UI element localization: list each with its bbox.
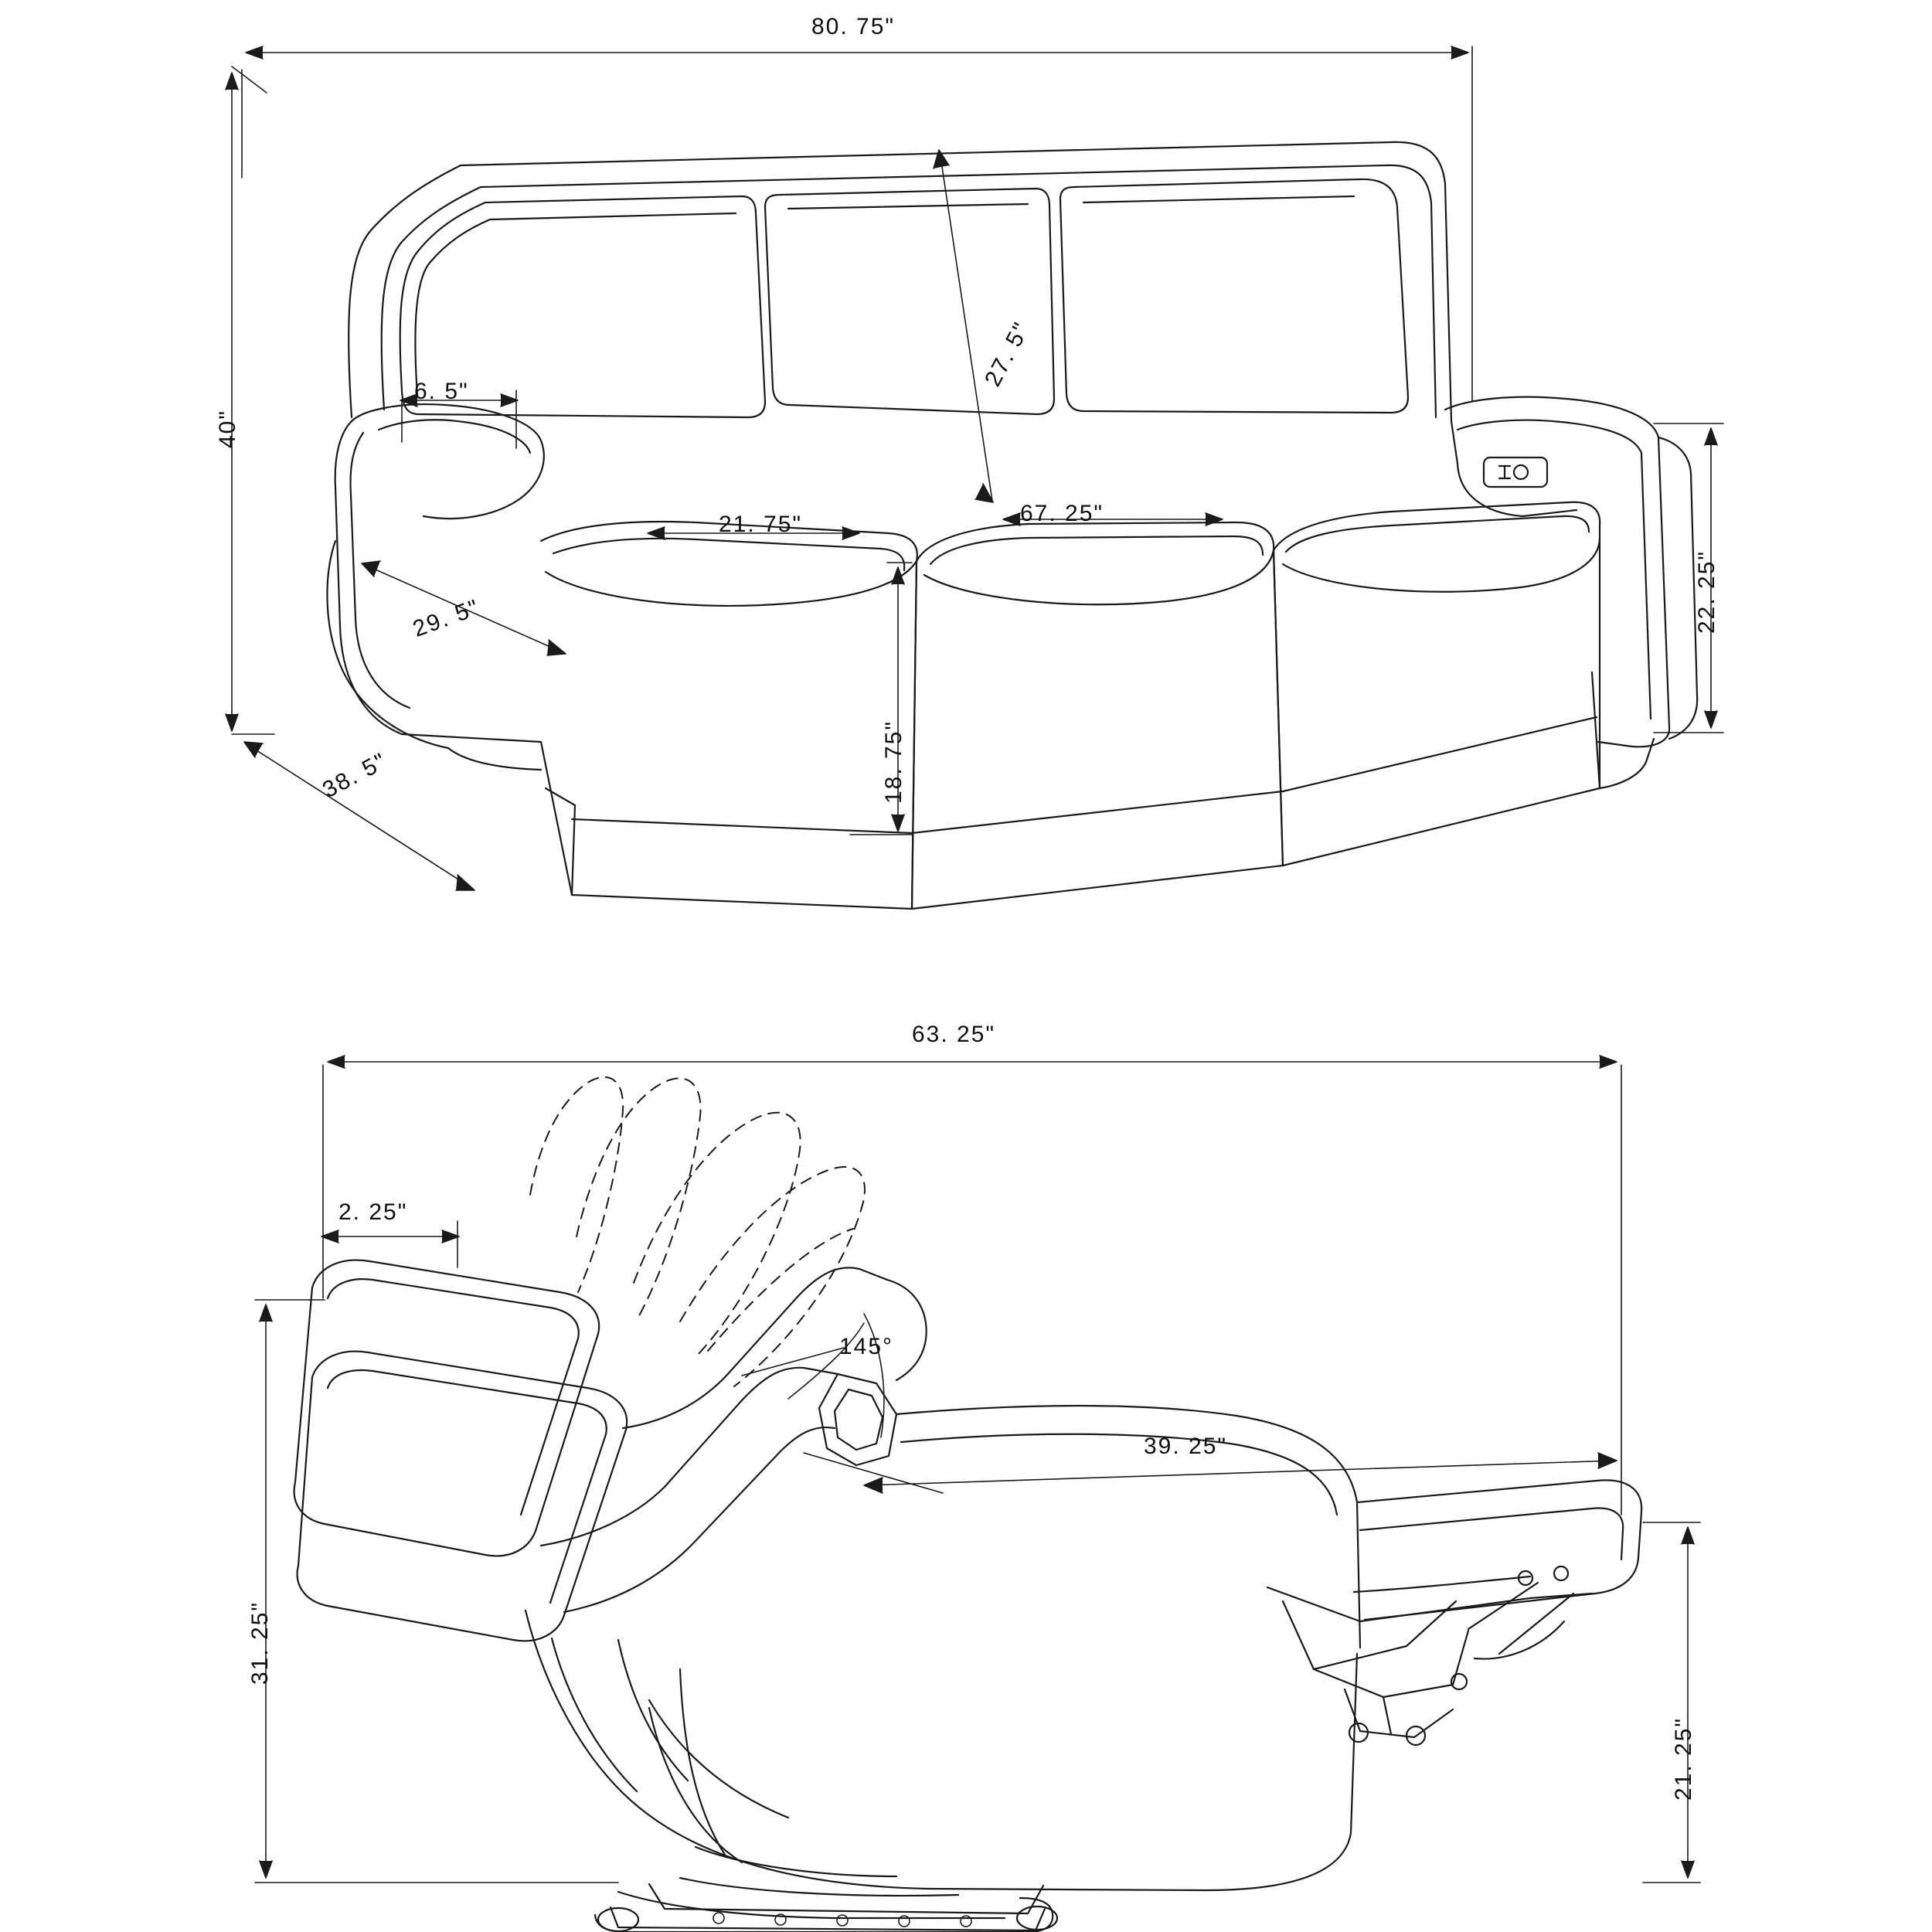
dim-overall-width: 80. 75" bbox=[811, 14, 896, 39]
dim-seat-height: 18. 75" bbox=[881, 719, 906, 804]
dim-arm-height: 22. 25" bbox=[1694, 549, 1719, 634]
dim-reclined-height: 31. 25" bbox=[247, 1600, 273, 1685]
dim-diagonal-depth: 29. 5" bbox=[410, 594, 484, 643]
dim-back-clearance: 2. 25" bbox=[338, 1199, 408, 1225]
dim-recline-angle: 145° bbox=[839, 1334, 894, 1359]
dim-seat-width: 67. 25" bbox=[1020, 501, 1104, 526]
dim-overall-depth: 38. 5" bbox=[318, 748, 392, 804]
dim-reclined-seat-to-foot: 39. 25" bbox=[1144, 1434, 1228, 1459]
dim-footrest-height: 21. 25" bbox=[1671, 1716, 1696, 1801]
dim-overall-height: 40" bbox=[215, 409, 240, 448]
dim-arm-width: 6. 5" bbox=[414, 379, 469, 404]
dim-reclined-length: 63. 25" bbox=[912, 1022, 996, 1047]
dim-seat-back-height: 27. 5" bbox=[980, 318, 1036, 391]
dim-seat-depth: 21. 75" bbox=[719, 512, 803, 537]
